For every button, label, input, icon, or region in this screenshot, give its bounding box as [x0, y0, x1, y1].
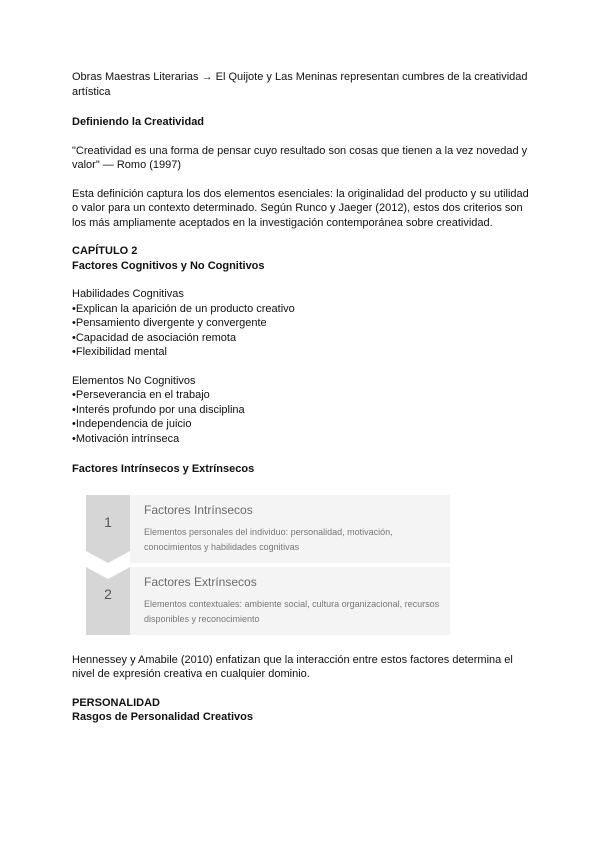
step-title: Factores Extrínsecos [144, 574, 257, 589]
noncognitive-elements-heading: Elementos No Cognitivos [72, 374, 196, 387]
list-item: • Motivación intrínseca [72, 432, 532, 447]
step-title: Factores Intrínsecos [144, 502, 253, 517]
list-item: • Pensamiento divergente y convergente [72, 316, 532, 331]
list-item: • Flexibilidad mental [72, 345, 532, 360]
step-number: 1 [104, 513, 112, 530]
list-item: • Explican la aparición de un producto creativo [72, 302, 532, 317]
personality-label: PERSONALIDAD [72, 696, 161, 709]
factors-diagram [86, 495, 450, 639]
cognitive-skills-heading: Habilidades Cognitivas [72, 288, 184, 300]
step-description: Elementos contextuales: ambiente social, cultura organizacional, recursos disponibles y reconocimiento [144, 598, 440, 624]
creativity-quote: "Creatividad es una forma de pensar cuyo resultado son cosas que tienen a la vez novedad y valor" — Romo (1997) [72, 144, 528, 171]
factor-step-intrinsic [86, 495, 450, 563]
personality-title: Rasgos de Personalidad Creativos [72, 711, 253, 723]
step-number: 2 [104, 585, 112, 602]
intro-text: Obras Maestras Literarias → El Quijote y Las Meninas representan cumbres de la creatividad artística [72, 71, 528, 98]
step-description: Elementos personales del individuo: personalidad, motivación, conocimientos y habilidades cognitivas [144, 526, 393, 552]
chapter-label: CAPÍTULO 2 [72, 245, 138, 257]
noncognitive-elements-list [72, 388, 532, 446]
page-content [72, 70, 532, 725]
cognitive-skills-list [72, 302, 532, 360]
factor-step-extrinsic [86, 567, 450, 635]
list-item: • Capacidad de asociación remota [72, 331, 532, 346]
section-heading-defining-creativity: Definiendo la Creatividad [72, 116, 205, 128]
definition-paragraph: Esta definición captura los dos elementos esenciales: la originalidad del producto y su utilidad o valor para un contexto determinado. Según Runco y Jaeger (2012), estos dos criterios son los más ampliamente aceptados en la investigación contemporánea sobre creatividad. [72, 187, 529, 229]
chapter-title: Factores Cognitivos y No Cognitivos [72, 259, 265, 272]
list-item: • Independencia de juicio [72, 417, 532, 432]
list-item: • Interés profundo por una disciplina [72, 403, 532, 418]
list-item: • Perseverancia en el trabajo [72, 388, 532, 403]
section-heading-factors: Factores Intrínsecos y Extrínsecos [72, 463, 255, 475]
factors-paragraph: Hennessey y Amabile (2010) enfatizan que la interacción entre estos factores determina el nivel de expresión creativa en cualquier dominio. [72, 653, 513, 680]
